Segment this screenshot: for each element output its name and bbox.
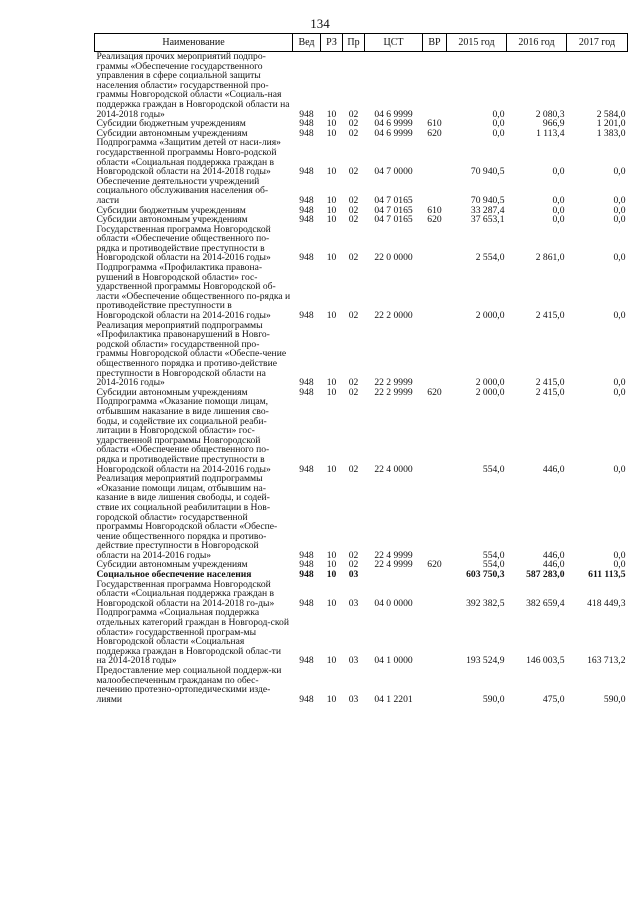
row-rz: 10 — [326, 166, 337, 178]
row-name: Государственная программа Новгородской области «Социальная поддержка граждан в Новгородской области на 2014-2018 го-ды» — [96, 578, 275, 609]
row-pr: 02 — [348, 204, 359, 216]
table-row — [95, 263, 628, 321]
row-rz: 10 — [326, 204, 337, 216]
row-pr: 02 — [348, 108, 359, 120]
row-vr — [423, 263, 447, 321]
row-vr — [423, 225, 447, 263]
row-value-2015: 193 524,9 — [466, 655, 505, 667]
row-value-2016: 446,0 — [542, 463, 565, 475]
budget-table — [94, 33, 628, 704]
row-value-2016: 446,0 — [542, 549, 565, 561]
row-value-2015: 2 000,0 — [475, 377, 505, 389]
col-header-2016: 2016 год — [507, 34, 567, 52]
row-cst — [365, 570, 423, 580]
row-cst: 04 7 0000 — [374, 166, 413, 178]
row-cst: 22 2 0000 — [374, 310, 413, 322]
row-rz: 10 — [326, 693, 337, 705]
row-rz: 10 — [326, 127, 337, 139]
table-header — [95, 34, 628, 52]
row-value-2016: 1 113,4 — [536, 127, 565, 139]
row-name: Субсидии автономным учреждениям — [96, 386, 248, 398]
row-pr: 02 — [348, 559, 359, 571]
row-rz: 10 — [326, 194, 337, 206]
row-value-2015: 37 653,1 — [470, 214, 505, 226]
row-value-2017: 0,0 — [613, 549, 626, 561]
table-row — [95, 225, 628, 263]
col-header-name: Наименование — [95, 34, 293, 52]
row-vr: 620 — [427, 559, 442, 571]
row-ved: 948 — [299, 559, 314, 571]
row-ved: 948 — [299, 214, 314, 226]
row-rz: 10 — [326, 118, 337, 130]
row-value-2015: 70 940,5 — [470, 194, 505, 206]
row-value-2015: 2 000,0 — [475, 386, 505, 398]
row-ved: 948 — [299, 463, 314, 475]
row-pr: 02 — [348, 166, 359, 178]
table-row — [95, 397, 628, 474]
row-rz: 10 — [326, 463, 337, 475]
row-pr: 02 — [348, 386, 359, 398]
row-cst: 22 0 0000 — [374, 252, 413, 264]
row-rz: 10 — [326, 310, 337, 322]
row-name: Подпрограмма «Социальная поддержка отдельных категорий граждан в Новгород-ской области» государственной програм-мы Новгородской области «Социальная поддержка граждан в Новгородской облас-ти на 2014-2018 годы» — [96, 607, 289, 667]
row-cst: 04 6 9999 — [374, 118, 413, 130]
row-value-2015: 0,0 — [492, 127, 505, 139]
row-cst: 04 6 9999 — [374, 127, 413, 139]
row-value-2015: 2 000,0 — [475, 310, 505, 322]
row-ved: 948 — [299, 569, 314, 581]
row-value-2016: 0,0 — [552, 166, 565, 178]
row-ved: 948 — [299, 310, 314, 322]
row-ved: 948 — [299, 118, 314, 130]
col-header-pr: Пр — [343, 34, 365, 52]
row-value-2017: 163 713,2 — [587, 655, 626, 667]
row-ved: 948 — [299, 597, 314, 609]
row-cst: 22 2 9999 — [374, 386, 413, 398]
row-value-2015: 33 287,4 — [470, 204, 505, 216]
row-name: Подпрограмма «Профилактика правона-рушений в Новгородской области» гос-ударственной программы Новгородской об-ласти «Обеспечение общественного по-рядка и противодействие преступности в Новгородской области на 2014-2016 годы» — [96, 262, 291, 322]
row-value-2016: 0,0 — [552, 214, 565, 226]
row-value-2015: 554,0 — [482, 549, 505, 561]
row-value-2015: 590,0 — [482, 693, 505, 705]
row-value-2017: 590,0 — [603, 693, 626, 705]
row-pr: 02 — [348, 549, 359, 561]
row-value-2016: 2 080,3 — [535, 108, 565, 120]
row-value-2016: 446,0 — [542, 559, 565, 571]
row-vr — [423, 138, 447, 176]
row-rz: 10 — [326, 655, 337, 667]
row-value-2015: 2 554,0 — [475, 252, 505, 264]
row-cst: 04 7 0165 — [374, 204, 413, 216]
row-value-2015: 392 382,5 — [466, 597, 505, 609]
row-value-2017: 0,0 — [613, 204, 626, 216]
row-cst: 04 1 2201 — [374, 693, 413, 705]
row-pr: 02 — [348, 377, 359, 389]
row-vr: 620 — [427, 386, 442, 398]
row-ved: 948 — [299, 549, 314, 561]
row-name: Государственная программа Новгородской области «Обеспечение общественного по-рядка и противодействие преступности в Новгородской области на 2014-2016 годы» — [96, 223, 271, 264]
row-pr: 02 — [348, 127, 359, 139]
row-cst: 04 7 0165 — [374, 194, 413, 206]
row-vr — [423, 474, 447, 560]
page-number: 134 — [310, 16, 330, 31]
row-rz: 10 — [326, 549, 337, 561]
row-name: Субсидии автономным учреждениям — [96, 559, 248, 571]
row-value-2015: 554,0 — [482, 559, 505, 571]
row-pr: 02 — [348, 463, 359, 475]
row-pr: 02 — [348, 214, 359, 226]
row-vr — [423, 321, 447, 388]
row-value-2015: 0,0 — [492, 118, 505, 130]
col-header-rz: РЗ — [321, 34, 343, 52]
row-value-2016: 0,0 — [552, 204, 565, 216]
row-vr — [423, 397, 447, 474]
row-value-2017: 2 584,0 — [596, 108, 626, 120]
row-value-2015: 70 940,5 — [470, 166, 505, 178]
row-ved: 948 — [299, 386, 314, 398]
row-cst: 04 7 0165 — [374, 214, 413, 226]
row-name: Субсидии бюджетным учреждениям — [96, 204, 246, 216]
row-ved: 948 — [299, 377, 314, 389]
table-row — [95, 474, 628, 560]
row-vr: 610 — [427, 204, 442, 216]
row-name: Подпрограмма «Оказание помощи лицам, отбывшим наказание в виде лишения сво-боды, и содействие их социальной реаби-литации в Новгородской области» гос-ударственной программы Новгородской области «Обеспечение общественного по-рядка и противодействие преступности в Новгородской области на 2014-2016 годы» — [96, 396, 271, 475]
row-vr — [423, 666, 447, 704]
row-pr: 02 — [348, 310, 359, 322]
col-header-ved: Вед — [293, 34, 321, 52]
row-ved: 948 — [299, 194, 314, 206]
row-rz: 10 — [326, 569, 337, 581]
row-rz: 10 — [326, 559, 337, 571]
row-pr: 02 — [348, 252, 359, 264]
row-cst: 22 4 9999 — [374, 559, 413, 571]
row-name: Реализация мероприятий подпрограммы «Профилактика правонарушений в Новго-родской области» государственной про-граммы Новгородской области «Обеспе-чение общественного порядка и противо-действие преступности в Новгородской области на 2014-2016 годы» — [96, 319, 287, 389]
row-name: Подпрограмма «Защитим детей от наси-лия» государственной программы Новго-родской области «Социальная поддержка граждан в Новгородской области на 2014-2018 годы» — [96, 137, 281, 178]
row-value-2017: 611 113,5 — [588, 569, 626, 581]
row-cst: 04 6 9999 — [374, 108, 413, 120]
row-value-2016: 475,0 — [542, 693, 565, 705]
row-value-2015: 0,0 — [492, 108, 505, 120]
row-name: Реализация мероприятий подпрограммы «Оказание помощи лицам, отбывшим на-казание в виде лишения свободы, и содей-ствие их социальной реабилитации в Нов-городской области» государственной программы Новгородской области «Обеспе-чение общественного порядка и противо-действие преступности в Новгородской области на 2014-2016 годы» — [96, 473, 278, 561]
row-vr — [423, 52, 447, 120]
row-cst: 22 4 9999 — [374, 549, 413, 561]
row-value-2016: 0,0 — [552, 194, 565, 206]
table-row — [95, 666, 628, 704]
col-header-cst: ЦСТ — [365, 34, 423, 52]
row-vr — [423, 570, 447, 580]
table-row — [95, 138, 628, 176]
row-value-2016: 2 415,0 — [535, 386, 565, 398]
row-pr: 03 — [348, 693, 359, 705]
row-rz: 10 — [326, 214, 337, 226]
row-name: Реализация прочих мероприятий подпро-граммы «Обеспечение государственного управления в сфере социальной защиты населения области» государственной про-граммы Новгородской области «Социаль-ная поддержка граждан в Новгородской области на 2014-2018 годы» — [96, 51, 290, 120]
row-value-2017: 1 201,0 — [596, 118, 626, 130]
row-vr — [423, 608, 447, 666]
row-value-2016: 2 415,0 — [535, 377, 565, 389]
row-value-2017: 418 449,3 — [587, 597, 626, 609]
row-ved: 948 — [299, 655, 314, 667]
row-rz: 10 — [326, 386, 337, 398]
row-ved: 948 — [299, 127, 314, 139]
row-value-2017: 0,0 — [613, 194, 626, 206]
col-header-vr: ВР — [423, 34, 447, 52]
row-vr — [423, 177, 447, 206]
col-header-2015: 2015 год — [447, 34, 507, 52]
row-ved: 948 — [299, 693, 314, 705]
row-value-2016: 2 861,0 — [535, 252, 565, 264]
table-row — [95, 580, 628, 609]
row-ved: 948 — [299, 166, 314, 178]
row-ved: 948 — [299, 204, 314, 216]
row-pr: 02 — [348, 118, 359, 130]
row-value-2017: 1 383,0 — [596, 127, 626, 139]
row-vr: 620 — [427, 214, 442, 226]
row-value-2016: 2 415,0 — [535, 310, 565, 322]
row-pr: 02 — [348, 194, 359, 206]
row-ved: 948 — [299, 108, 314, 120]
row-value-2016: 146 003,5 — [526, 655, 565, 667]
row-name: Предоставление мер социальной поддерж-ки малообеспеченным гражданам по обес-печению протезно-ортопедическими изде-лиями — [96, 665, 282, 705]
row-value-2017: 0,0 — [613, 214, 626, 226]
row-ved: 948 — [299, 252, 314, 264]
table-row — [95, 321, 628, 388]
row-name: Обеспечение деятельности учреждений социального обслуживания населения об-ласти — [96, 175, 269, 206]
table-row — [95, 608, 628, 666]
row-rz: 10 — [326, 108, 337, 120]
row-value-2017: 0,0 — [613, 252, 626, 264]
row-name: Социальное обеспечение населения — [96, 569, 252, 581]
row-value-2015: 603 750,3 — [466, 569, 505, 581]
col-header-2017: 2017 год — [567, 34, 628, 52]
table-row — [95, 52, 628, 120]
row-pr: 03 — [348, 655, 359, 667]
row-pr: 03 — [348, 569, 359, 581]
row-vr: 610 — [427, 118, 442, 130]
row-value-2017: 0,0 — [613, 310, 626, 322]
row-pr: 03 — [348, 597, 359, 609]
row-name: Субсидии автономным учреждениям — [96, 127, 248, 139]
row-rz: 10 — [326, 597, 337, 609]
row-cst: 04 1 0000 — [374, 655, 413, 667]
row-value-2017: 0,0 — [613, 166, 626, 178]
row-value-2016: 382 659,4 — [526, 597, 565, 609]
row-name: Субсидии бюджетным учреждениям — [96, 118, 246, 130]
row-value-2015: 554,0 — [482, 463, 505, 475]
row-cst: 22 4 0000 — [374, 463, 413, 475]
row-rz: 10 — [326, 252, 337, 264]
row-value-2017: 0,0 — [613, 463, 626, 475]
row-value-2017: 0,0 — [613, 386, 626, 398]
row-value-2017: 0,0 — [613, 559, 626, 571]
row-vr — [423, 580, 447, 609]
row-vr: 620 — [427, 127, 442, 139]
row-value-2016: 966,9 — [542, 118, 565, 130]
row-cst: 22 2 9999 — [374, 377, 413, 389]
row-rz: 10 — [326, 377, 337, 389]
table-row — [95, 177, 628, 206]
row-name: Субсидии автономным учреждениям — [96, 214, 248, 226]
row-value-2017: 0,0 — [613, 377, 626, 389]
row-value-2016: 587 283,0 — [526, 569, 565, 581]
row-cst: 04 0 0000 — [374, 597, 413, 609]
